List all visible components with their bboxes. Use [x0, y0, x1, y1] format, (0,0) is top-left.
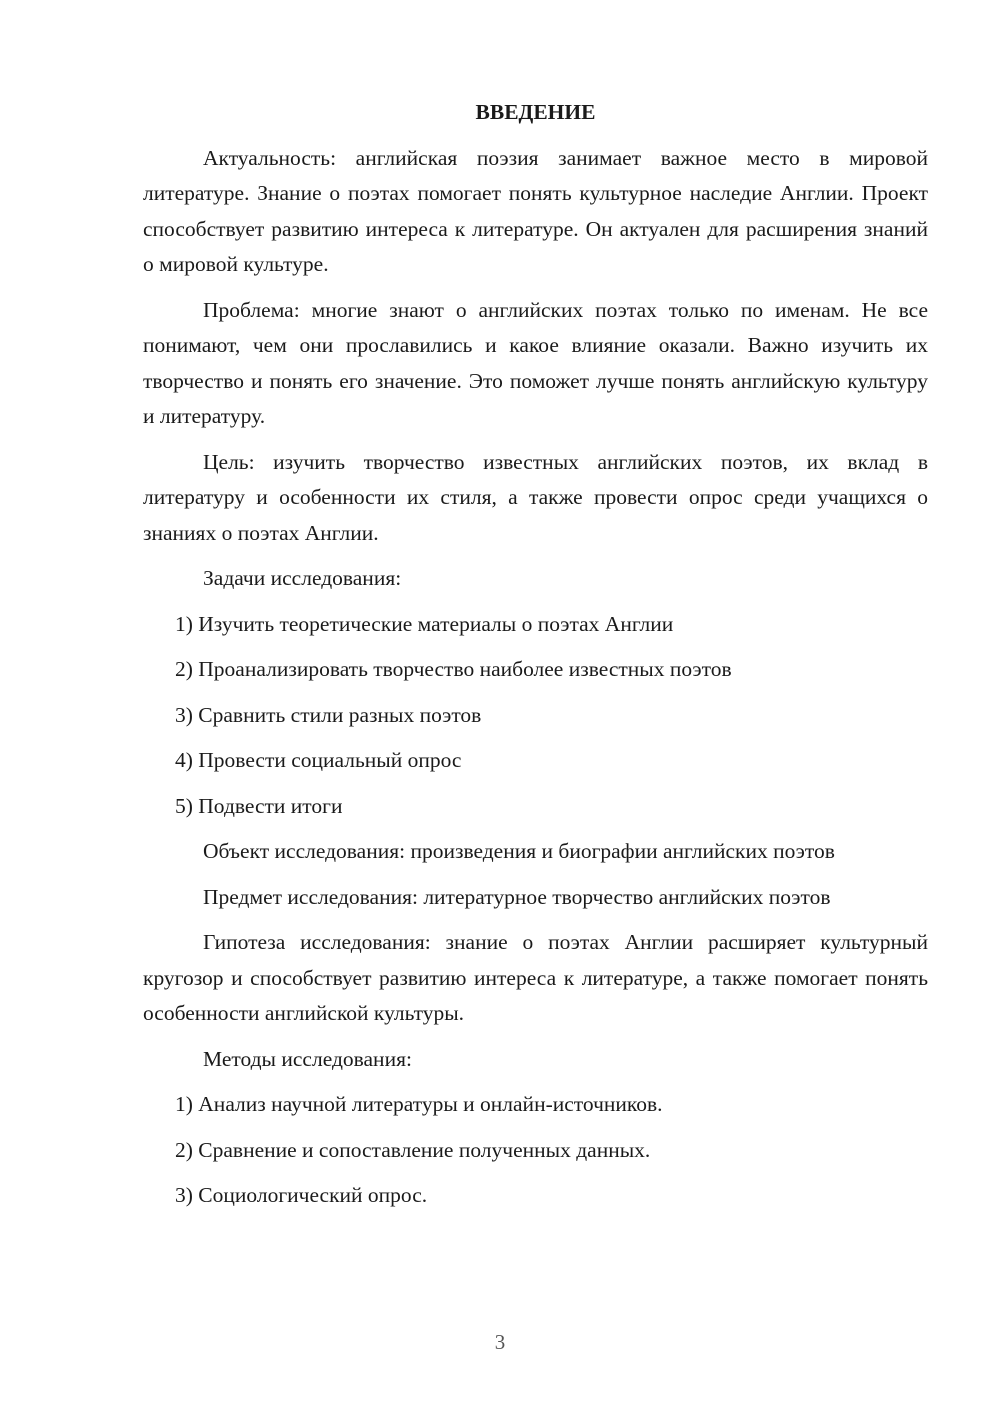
- subject-paragraph: Предмет исследования: литературное творчество английских поэтов: [203, 884, 831, 909]
- page-number: 3: [494, 1330, 506, 1354]
- tasks-list: [143, 607, 928, 825]
- page-content: [143, 95, 928, 1224]
- goal-paragraph: Цель: изучить творчество известных английских поэтов, их вклад в литературу и особенности их стиля, а также провести опрос среди учащихся о знаниях о поэтах Англии.: [143, 449, 928, 545]
- task-item-2: 2) Проанализировать творчество наиболее известных поэтов: [175, 657, 732, 681]
- section-title: ВВЕДЕНИЕ: [475, 100, 596, 124]
- task-item-4: 4) Провести социальный опрос: [175, 748, 462, 772]
- object-paragraph: Объект исследования: произведения и биографии английских поэтов: [203, 839, 835, 863]
- hypothesis-paragraph: Гипотеза исследования: знание о поэтах Англии расширяет культурный кругозор и способствует развитию интереса к литературе, а также помогает понять особенности английской культуры.: [143, 930, 928, 1025]
- tasks-heading: Задачи исследования:: [203, 566, 402, 590]
- task-item-1: 1) Изучить теоретические материалы о поэтах Англии: [175, 611, 674, 636]
- task-item-3: 3) Сравнить стили разных поэтов: [175, 702, 482, 727]
- relevance-paragraph: Актуальность: английская поэзия занимает важное место в мировой литературе. Знание о поэтах помогает понять культурное наследие Англии. Проект способствует развитию интереса к литературе. Он актуален для расширения знаний о мировой культуре.: [143, 145, 928, 276]
- task-item-5: 5) Подвести итоги: [175, 793, 343, 818]
- methods-list: [143, 1087, 928, 1214]
- method-item-2: 2) Сравнение и сопоставление полученных данных.: [175, 1137, 651, 1162]
- problem-paragraph: Проблема: многие знают о английских поэтах только по именам. Не все понимают, чем они прославились и какое влияние оказали. Важно изучить их творчество и понять его значение. Это поможет лучше понять английскую культуру и литературу.: [143, 297, 928, 428]
- methods-heading: Методы исследования:: [203, 1046, 412, 1071]
- method-item-1: 1) Анализ научной литературы и онлайн-источников.: [175, 1092, 663, 1116]
- method-item-3: 3) Социологический опрос.: [175, 1183, 428, 1207]
